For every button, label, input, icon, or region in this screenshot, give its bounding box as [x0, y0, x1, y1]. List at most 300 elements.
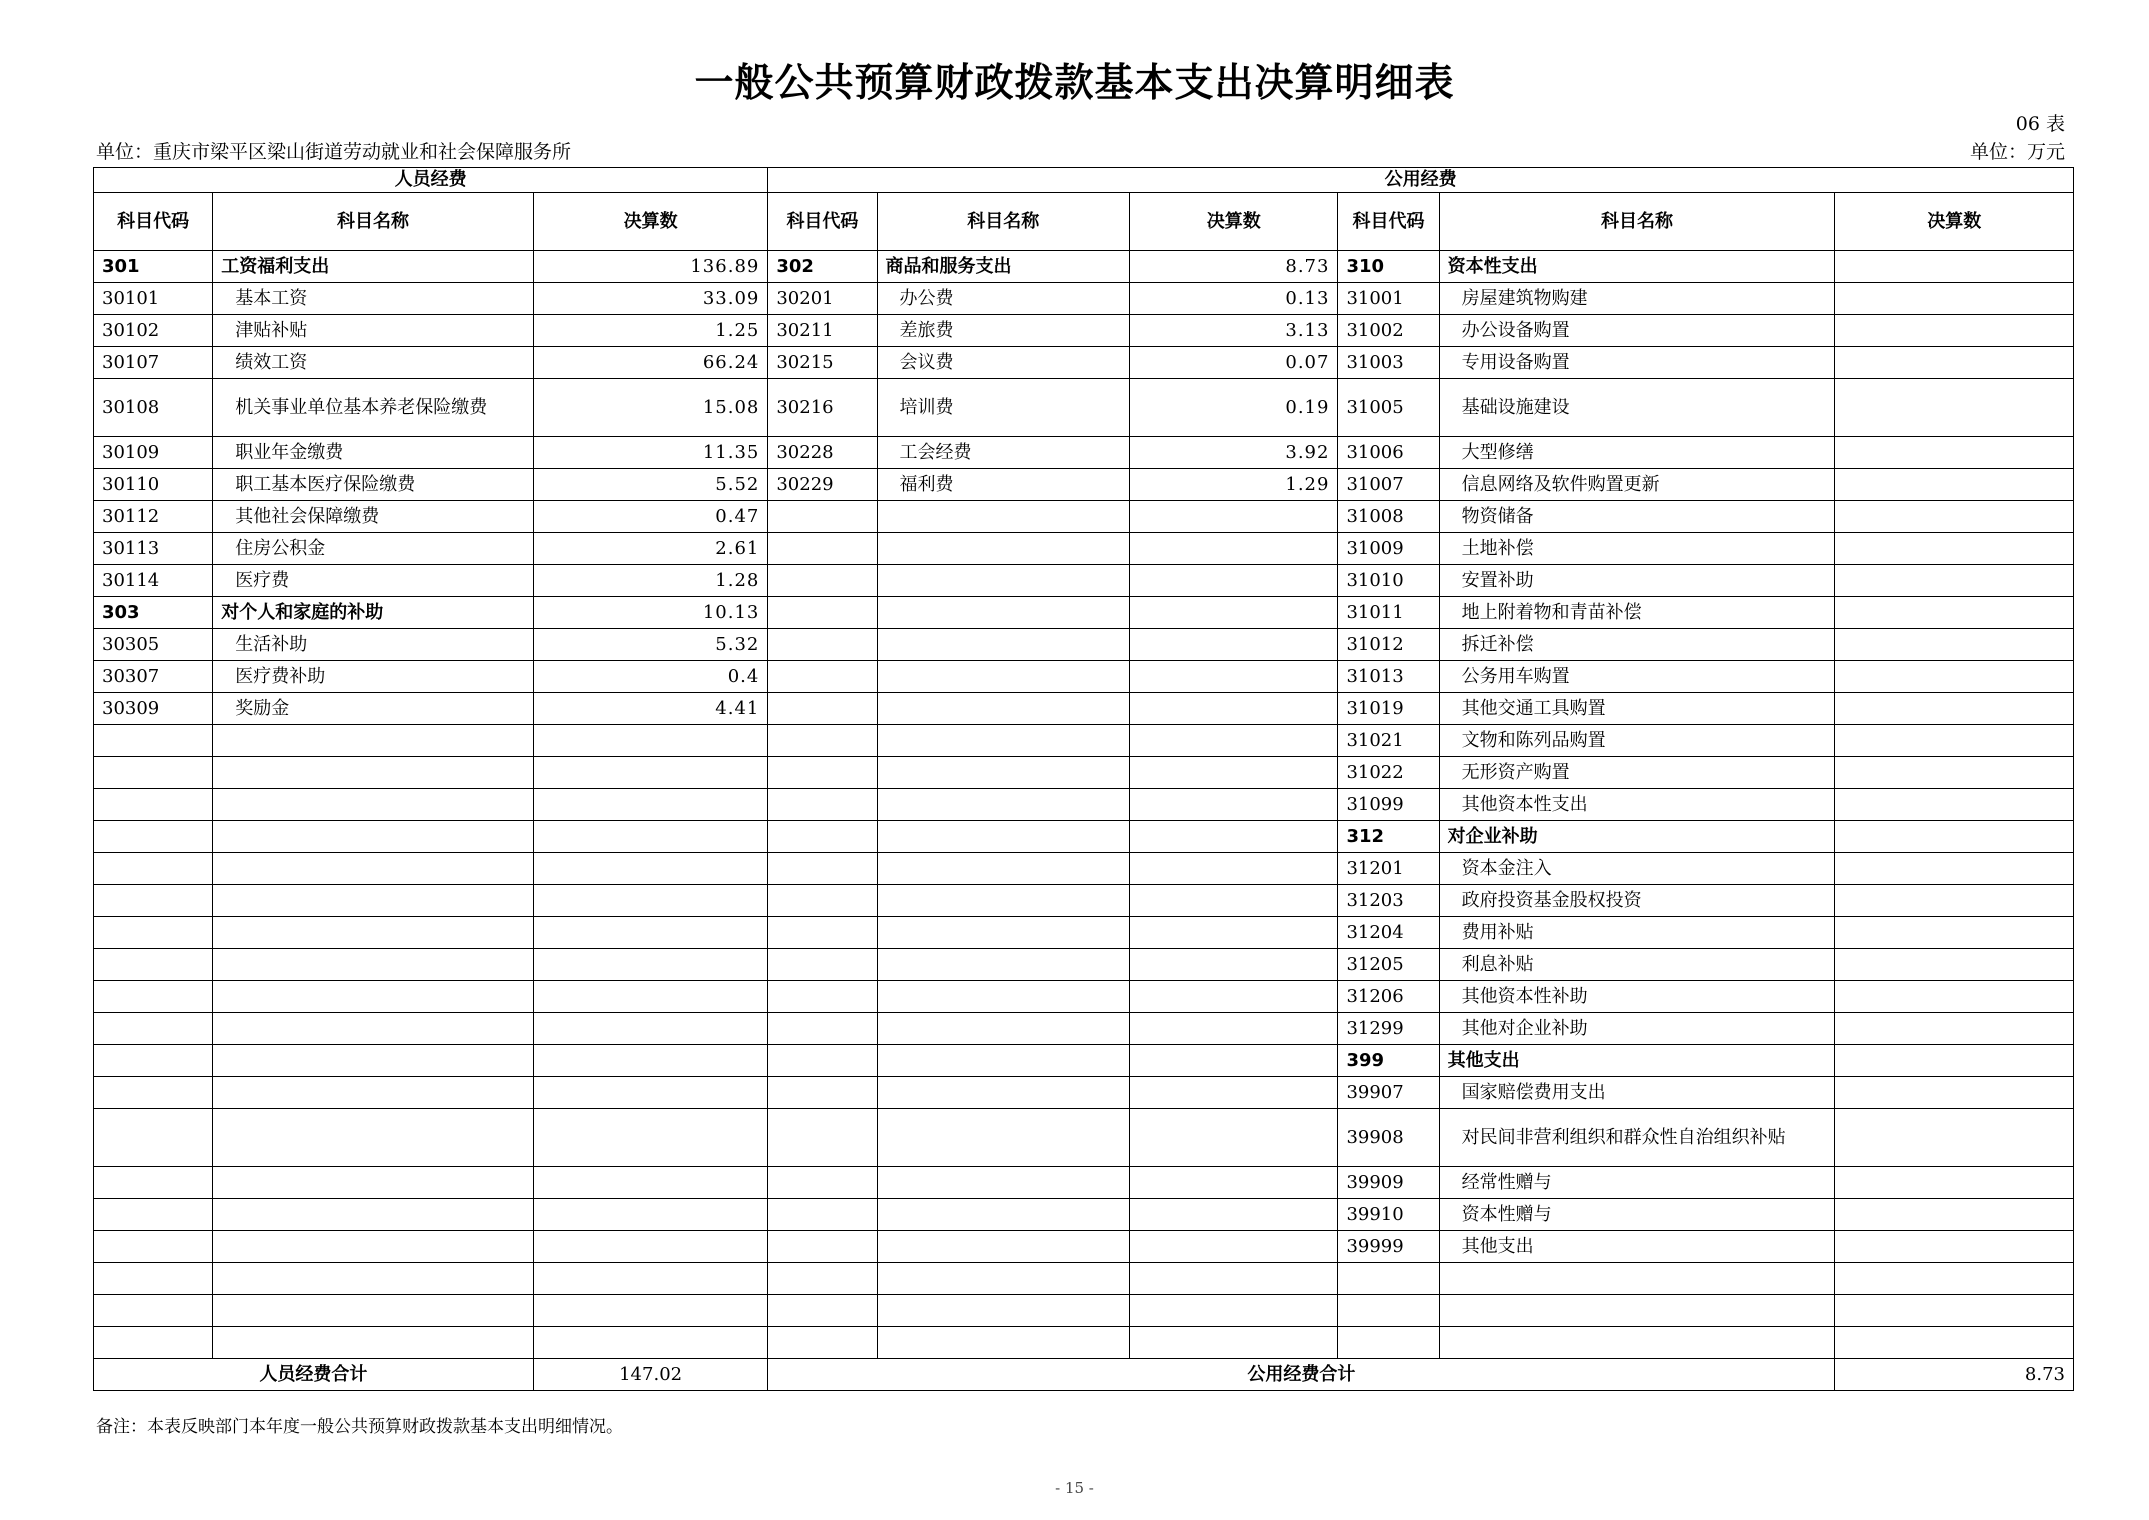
- cell-code: [768, 1109, 877, 1167]
- cell-amount: [1130, 885, 1338, 917]
- cell-amount: [533, 885, 767, 917]
- cell-code: [94, 885, 213, 917]
- cell-amount: [1835, 469, 2074, 501]
- cell-code: 39999: [1338, 1231, 1439, 1263]
- cell-name: 奖励金: [213, 693, 534, 725]
- cell-amount: [1130, 693, 1338, 725]
- cell-name: [877, 661, 1130, 693]
- cell-amount: [1835, 501, 2074, 533]
- cell-code: [768, 885, 877, 917]
- cell-code: 30109: [94, 437, 213, 469]
- cell-code: [94, 949, 213, 981]
- cell-name: [877, 597, 1130, 629]
- col-header-amount: 决算数: [1130, 193, 1338, 251]
- table-row: [94, 981, 2074, 1013]
- cell-amount: [1835, 597, 2074, 629]
- cell-amount: 15.08: [533, 379, 767, 437]
- cell-code: 312: [1338, 821, 1439, 853]
- cell-amount: [1130, 853, 1338, 885]
- cell-code: [94, 1263, 213, 1295]
- cell-name: [213, 757, 534, 789]
- cell-code: [94, 1231, 213, 1263]
- cell-name: [877, 693, 1130, 725]
- cell-amount: [1835, 853, 2074, 885]
- table-row: [94, 315, 2074, 347]
- col-header-amount: 决算数: [533, 193, 767, 251]
- cell-code: [94, 981, 213, 1013]
- cell-code: 31205: [1338, 949, 1439, 981]
- cell-code: 30305: [94, 629, 213, 661]
- cell-amount: [533, 1109, 767, 1167]
- cell-amount: [533, 917, 767, 949]
- cell-code: 31003: [1338, 347, 1439, 379]
- cell-amount: [533, 981, 767, 1013]
- cell-amount: [533, 725, 767, 757]
- cell-amount: 1.29: [1130, 469, 1338, 501]
- table-row: [94, 501, 2074, 533]
- cell-amount: 1.28: [533, 565, 767, 597]
- cell-code: [768, 821, 877, 853]
- cell-amount: [1130, 1109, 1338, 1167]
- cell-name: [877, 1199, 1130, 1231]
- cell-name: 培训费: [877, 379, 1130, 437]
- cell-amount: 5.32: [533, 629, 767, 661]
- cell-name: 经常性赠与: [1439, 1167, 1835, 1199]
- cell-code: [768, 597, 877, 629]
- cell-amount: [1130, 757, 1338, 789]
- table-row: [94, 379, 2074, 437]
- cell-code: [768, 1045, 877, 1077]
- cell-amount: [1835, 885, 2074, 917]
- cell-amount: [1130, 917, 1338, 949]
- cell-amount: 0.19: [1130, 379, 1338, 437]
- cell-name: [877, 1167, 1130, 1199]
- cell-name: [213, 1327, 534, 1359]
- cell-code: 31005: [1338, 379, 1439, 437]
- cell-name: 资本性支出: [1439, 251, 1835, 283]
- cell-name: 其他支出: [1439, 1231, 1835, 1263]
- cell-name: [877, 757, 1130, 789]
- table-row: [94, 1295, 2074, 1327]
- col-header-amount: 决算数: [1835, 193, 2074, 251]
- cell-name: 其他对企业补助: [1439, 1013, 1835, 1045]
- cell-code: 31022: [1338, 757, 1439, 789]
- cell-name: [213, 885, 534, 917]
- cell-amount: [533, 789, 767, 821]
- cell-amount: [533, 1199, 767, 1231]
- cell-amount: [1835, 1013, 2074, 1045]
- cell-amount: [1130, 1077, 1338, 1109]
- cell-name: 公务用车购置: [1439, 661, 1835, 693]
- cell-code: 30112: [94, 501, 213, 533]
- table-row: [94, 565, 2074, 597]
- cell-code: 30102: [94, 315, 213, 347]
- cell-name: [877, 1077, 1130, 1109]
- cell-code: [768, 1199, 877, 1231]
- cell-amount: 11.35: [533, 437, 767, 469]
- cell-amount: 3.13: [1130, 315, 1338, 347]
- cell-amount: [1130, 533, 1338, 565]
- personnel-total-label: 人员经费合计: [94, 1359, 534, 1391]
- table-row: [94, 347, 2074, 379]
- cell-code: [94, 1045, 213, 1077]
- cell-code: [768, 1167, 877, 1199]
- cell-amount: 3.92: [1130, 437, 1338, 469]
- cell-code: [94, 789, 213, 821]
- cell-name: [213, 981, 534, 1013]
- cell-code: 31099: [1338, 789, 1439, 821]
- cell-name: [877, 821, 1130, 853]
- cell-code: [768, 1295, 877, 1327]
- unit-organization: 单位：重庆市梁平区梁山街道劳动就业和社会保障服务所: [96, 141, 572, 163]
- cell-code: 31021: [1338, 725, 1439, 757]
- table-row: [94, 533, 2074, 565]
- cell-code: 30108: [94, 379, 213, 437]
- cell-name: 对个人和家庭的补助: [213, 597, 534, 629]
- cell-name: 对民间非营利组织和群众性自治组织补贴: [1439, 1109, 1835, 1167]
- cell-name: 房屋建筑物购建: [1439, 283, 1835, 315]
- expenditure-table: [93, 167, 2074, 1391]
- col-header-code: 科目代码: [94, 193, 213, 251]
- cell-amount: [1835, 251, 2074, 283]
- cell-amount: [1835, 949, 2074, 981]
- cell-amount: [1835, 629, 2074, 661]
- cell-code: [1338, 1327, 1439, 1359]
- cell-amount: [1835, 565, 2074, 597]
- cell-name: 资本金注入: [1439, 853, 1835, 885]
- cell-code: 31019: [1338, 693, 1439, 725]
- cell-amount: 2.61: [533, 533, 767, 565]
- cell-name: 政府投资基金股权投资: [1439, 885, 1835, 917]
- cell-amount: [1835, 981, 2074, 1013]
- col-header-name: 科目名称: [1439, 193, 1835, 251]
- cell-code: 30113: [94, 533, 213, 565]
- cell-amount: [533, 949, 767, 981]
- cell-code: [768, 629, 877, 661]
- cell-amount: 4.41: [533, 693, 767, 725]
- cell-name: 其他资本性支出: [1439, 789, 1835, 821]
- cell-name: [213, 1013, 534, 1045]
- cell-name: [877, 1013, 1130, 1045]
- cell-code: 30211: [768, 315, 877, 347]
- table-row: [94, 949, 2074, 981]
- cell-name: 机关事业单位基本养老保险缴费: [213, 379, 534, 437]
- cell-amount: [1835, 821, 2074, 853]
- table-row: [94, 251, 2074, 283]
- cell-amount: 1.25: [533, 315, 767, 347]
- cell-amount: [1130, 629, 1338, 661]
- cell-code: [94, 1167, 213, 1199]
- table-row: [94, 1077, 2074, 1109]
- cell-name: 职工基本医疗保险缴费: [213, 469, 534, 501]
- cell-name: 土地补偿: [1439, 533, 1835, 565]
- cell-name: [877, 1045, 1130, 1077]
- cell-code: [94, 821, 213, 853]
- cell-name: [877, 1327, 1130, 1359]
- cell-code: 31203: [1338, 885, 1439, 917]
- cell-amount: 0.07: [1130, 347, 1338, 379]
- cell-code: 30101: [94, 283, 213, 315]
- cell-name: 专用设备购置: [1439, 347, 1835, 379]
- cell-code: [768, 853, 877, 885]
- cell-name: 国家赔偿费用支出: [1439, 1077, 1835, 1109]
- col-header-code: 科目代码: [768, 193, 877, 251]
- cell-name: 绩效工资: [213, 347, 534, 379]
- table-row: [94, 1013, 2074, 1045]
- cell-name: [213, 1295, 534, 1327]
- cell-code: [768, 1327, 877, 1359]
- cell-name: [213, 1045, 534, 1077]
- cell-amount: [533, 1327, 767, 1359]
- cell-name: [877, 1109, 1130, 1167]
- cell-amount: [1130, 1013, 1338, 1045]
- cell-name: 对企业补助: [1439, 821, 1835, 853]
- cell-amount: [1130, 1199, 1338, 1231]
- cell-amount: [533, 1295, 767, 1327]
- cell-amount: [1835, 917, 2074, 949]
- page-title: 一般公共预算财政拨款基本支出决算明细表: [694, 61, 1455, 106]
- cell-amount: [1835, 437, 2074, 469]
- cell-name: 住房公积金: [213, 533, 534, 565]
- cell-code: 30114: [94, 565, 213, 597]
- cell-amount: [1130, 501, 1338, 533]
- table-row: [94, 1167, 2074, 1199]
- cell-name: 资本性赠与: [1439, 1199, 1835, 1231]
- cell-amount: [1835, 1167, 2074, 1199]
- cell-code: 31204: [1338, 917, 1439, 949]
- cell-amount: [1130, 1263, 1338, 1295]
- table-row: [94, 597, 2074, 629]
- cell-code: [768, 565, 877, 597]
- cell-name: 文物和陈列品购置: [1439, 725, 1835, 757]
- cell-name: 津贴补贴: [213, 315, 534, 347]
- cell-name: 生活补助: [213, 629, 534, 661]
- cell-amount: [533, 1045, 767, 1077]
- cell-amount: 66.24: [533, 347, 767, 379]
- cell-name: 拆迁补偿: [1439, 629, 1835, 661]
- cell-code: 30229: [768, 469, 877, 501]
- cell-name: 大型修缮: [1439, 437, 1835, 469]
- cell-code: [1338, 1295, 1439, 1327]
- cell-code: 30216: [768, 379, 877, 437]
- cell-code: [768, 1231, 877, 1263]
- cell-amount: [533, 1013, 767, 1045]
- col-header-name: 科目名称: [877, 193, 1130, 251]
- cell-code: [768, 501, 877, 533]
- cell-code: [94, 1077, 213, 1109]
- cell-code: 39910: [1338, 1199, 1439, 1231]
- page-number: - 15 -: [1055, 1479, 1094, 1497]
- cell-amount: [1130, 981, 1338, 1013]
- cell-name: 其他交通工具购置: [1439, 693, 1835, 725]
- table-row: [94, 661, 2074, 693]
- cell-name: 其他资本性补助: [1439, 981, 1835, 1013]
- cell-amount: [533, 1167, 767, 1199]
- cell-code: 31010: [1338, 565, 1439, 597]
- cell-amount: [1130, 949, 1338, 981]
- cell-name: 工资福利支出: [213, 251, 534, 283]
- cell-code: [768, 949, 877, 981]
- cell-amount: [1835, 283, 2074, 315]
- cell-code: 303: [94, 597, 213, 629]
- cell-code: [94, 1295, 213, 1327]
- cell-name: [213, 917, 534, 949]
- cell-name: 其他社会保障缴费: [213, 501, 534, 533]
- cell-code: 39907: [1338, 1077, 1439, 1109]
- cell-code: 31009: [1338, 533, 1439, 565]
- cell-code: [768, 533, 877, 565]
- cell-name: 职业年金缴费: [213, 437, 534, 469]
- cell-code: 30107: [94, 347, 213, 379]
- cell-name: 无形资产购置: [1439, 757, 1835, 789]
- cell-name: [877, 629, 1130, 661]
- cell-amount: [1835, 1263, 2074, 1295]
- cell-amount: [533, 1263, 767, 1295]
- cell-code: [768, 1077, 877, 1109]
- cell-code: [94, 1199, 213, 1231]
- cell-amount: [1130, 789, 1338, 821]
- table-row: [94, 1109, 2074, 1167]
- cell-amount: [1130, 725, 1338, 757]
- public-total-label: 公用经费合计: [768, 1359, 1835, 1391]
- table-row: [94, 917, 2074, 949]
- cell-amount: [1130, 597, 1338, 629]
- cell-name: 福利费: [877, 469, 1130, 501]
- cell-name: [213, 1199, 534, 1231]
- cell-amount: [1130, 1327, 1338, 1359]
- cell-code: [768, 1013, 877, 1045]
- cell-name: [213, 725, 534, 757]
- cell-name: [213, 1077, 534, 1109]
- cell-amount: 8.73: [1130, 251, 1338, 283]
- cell-name: [877, 1263, 1130, 1295]
- cell-amount: [1835, 1295, 2074, 1327]
- cell-code: 31006: [1338, 437, 1439, 469]
- cell-amount: [533, 1077, 767, 1109]
- cell-name: [877, 533, 1130, 565]
- cell-code: 399: [1338, 1045, 1439, 1077]
- cell-amount: [1835, 1199, 2074, 1231]
- cell-code: 31206: [1338, 981, 1439, 1013]
- cell-code: 31002: [1338, 315, 1439, 347]
- cell-code: [768, 757, 877, 789]
- cell-amount: [1835, 1327, 2074, 1359]
- cell-name: [213, 1167, 534, 1199]
- cell-code: 30110: [94, 469, 213, 501]
- cell-name: [877, 853, 1130, 885]
- cell-amount: [1835, 1109, 2074, 1167]
- cell-name: 信息网络及软件购置更新: [1439, 469, 1835, 501]
- cell-name: [213, 1263, 534, 1295]
- cell-name: [877, 1295, 1130, 1327]
- cell-amount: 10.13: [533, 597, 767, 629]
- cell-amount: [1130, 661, 1338, 693]
- table-row: [94, 1263, 2074, 1295]
- cell-amount: [1835, 789, 2074, 821]
- cell-name: [1439, 1263, 1835, 1295]
- cell-amount: [1835, 757, 2074, 789]
- table-row: [94, 437, 2074, 469]
- cell-amount: [1835, 533, 2074, 565]
- cell-name: 费用补贴: [1439, 917, 1835, 949]
- cell-amount: [533, 821, 767, 853]
- cell-code: [94, 1013, 213, 1045]
- cell-amount: [1835, 1077, 2074, 1109]
- cell-amount: 0.47: [533, 501, 767, 533]
- cell-name: [877, 725, 1130, 757]
- cell-amount: [1835, 1231, 2074, 1263]
- cell-name: [877, 885, 1130, 917]
- table-row: [94, 885, 2074, 917]
- cell-name: 地上附着物和青苗补偿: [1439, 597, 1835, 629]
- cell-code: 31013: [1338, 661, 1439, 693]
- cell-amount: [1835, 725, 2074, 757]
- public-total-value: 8.73: [1835, 1359, 2074, 1391]
- group-header-personnel: 人员经费: [94, 168, 768, 193]
- cell-amount: 5.52: [533, 469, 767, 501]
- cell-name: [213, 949, 534, 981]
- cell-amount: [1835, 661, 2074, 693]
- cell-amount: [1835, 693, 2074, 725]
- cell-amount: [533, 1231, 767, 1263]
- cell-name: 物资储备: [1439, 501, 1835, 533]
- cell-name: [877, 917, 1130, 949]
- cell-name: 安置补助: [1439, 565, 1835, 597]
- cell-amount: [1130, 1045, 1338, 1077]
- cell-name: [877, 501, 1130, 533]
- cell-name: [213, 789, 534, 821]
- table-row: [94, 757, 2074, 789]
- cell-name: [213, 853, 534, 885]
- cell-code: 39908: [1338, 1109, 1439, 1167]
- cell-code: 30307: [94, 661, 213, 693]
- cell-code: [768, 917, 877, 949]
- table-row: [94, 469, 2074, 501]
- cell-code: 301: [94, 251, 213, 283]
- cell-code: [768, 981, 877, 1013]
- cell-name: 办公设备购置: [1439, 315, 1835, 347]
- cell-code: [94, 1327, 213, 1359]
- cell-amount: 0.4: [533, 661, 767, 693]
- table-row: [94, 1231, 2074, 1263]
- table-row: [94, 1045, 2074, 1077]
- table-row: [94, 725, 2074, 757]
- cell-code: [1338, 1263, 1439, 1295]
- cell-amount: [533, 853, 767, 885]
- cell-name: [213, 821, 534, 853]
- cell-name: 其他支出: [1439, 1045, 1835, 1077]
- table-row: [94, 853, 2074, 885]
- cell-amount: [1130, 1231, 1338, 1263]
- cell-name: [213, 1231, 534, 1263]
- cell-name: [877, 949, 1130, 981]
- cell-name: [877, 981, 1130, 1013]
- cell-name: 会议费: [877, 347, 1130, 379]
- cell-code: 31008: [1338, 501, 1439, 533]
- cell-code: 31011: [1338, 597, 1439, 629]
- cell-code: 310: [1338, 251, 1439, 283]
- cell-amount: [1835, 315, 2074, 347]
- table-row: [94, 821, 2074, 853]
- table-row: [94, 693, 2074, 725]
- unit-currency: 单位：万元: [1969, 141, 2065, 163]
- cell-code: 31299: [1338, 1013, 1439, 1045]
- group-header-public: 公用经费: [768, 168, 2074, 193]
- cell-amount: [1835, 1045, 2074, 1077]
- cell-code: [768, 789, 877, 821]
- cell-name: 基本工资: [213, 283, 534, 315]
- cell-name: 差旅费: [877, 315, 1130, 347]
